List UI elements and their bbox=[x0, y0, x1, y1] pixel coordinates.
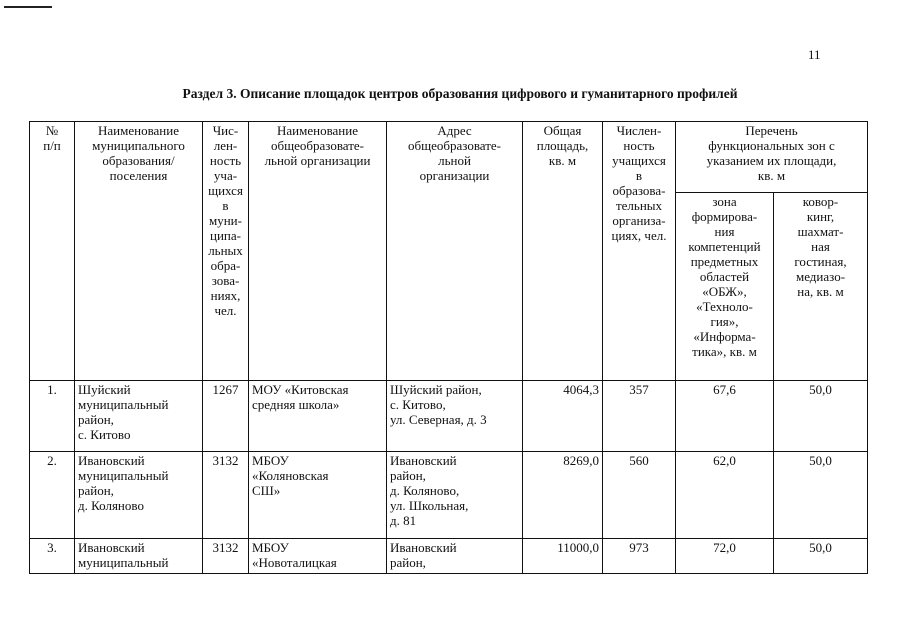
cell-students-municipal: 3132 bbox=[203, 539, 249, 574]
cell-zone-competencies: 67,6 bbox=[676, 381, 774, 452]
cell-municipality: Ивановский муниципальный район, д. Коляново bbox=[75, 452, 203, 539]
cell-num: 3. bbox=[30, 539, 75, 574]
cell-address: Шуйский район, с. Китово, ул. Северная, д. 3 bbox=[387, 381, 523, 452]
table-row bbox=[30, 539, 868, 574]
table-header-row bbox=[30, 122, 868, 193]
cell-num: 2. bbox=[30, 452, 75, 539]
header-zone-coworking: ковор- кинг, шахмат- ная гостиная, медиазо- на, кв. м bbox=[774, 193, 868, 381]
header-municipality: Наименование муниципального образования/ поселения bbox=[75, 122, 203, 381]
cell-org-name: МОУ «Китовская средняя школа» bbox=[249, 381, 387, 452]
cell-zone-coworking: 50,0 bbox=[774, 381, 868, 452]
header-area: Общая площадь, кв. м bbox=[523, 122, 603, 381]
cell-students-org: 357 bbox=[603, 381, 676, 452]
table-row bbox=[30, 381, 868, 452]
cell-students-municipal: 3132 bbox=[203, 452, 249, 539]
cell-students-municipal: 1267 bbox=[203, 381, 249, 452]
cell-address: Ивановский район, д. Коляново, ул. Школьная, д. 81 bbox=[387, 452, 523, 539]
cell-org-name: МБОУ «Новоталицкая bbox=[249, 539, 387, 574]
top-rule bbox=[4, 6, 52, 8]
cell-area: 11000,0 bbox=[523, 539, 603, 574]
cell-municipality: Ивановский муниципальный bbox=[75, 539, 203, 574]
cell-area: 8269,0 bbox=[523, 452, 603, 539]
cell-students-org: 973 bbox=[603, 539, 676, 574]
cell-org-name: МБОУ «Коляновская СШ» bbox=[249, 452, 387, 539]
page-number: 11 bbox=[808, 47, 821, 62]
section-title: Раздел 3. Описание площадок центров образования цифрового и гуманитарного профилей bbox=[182, 86, 738, 101]
table-row bbox=[30, 452, 868, 539]
cell-zone-competencies: 62,0 bbox=[676, 452, 774, 539]
cell-municipality: Шуйский муниципальный район, с. Китово bbox=[75, 381, 203, 452]
cell-address: Ивановский район, bbox=[387, 539, 523, 574]
cell-zone-coworking: 50,0 bbox=[774, 539, 868, 574]
cell-num: 1. bbox=[30, 381, 75, 452]
header-students-municipal: Чис- лен- ность уча- щихся в муни- ципа- льных обра- зова- ниях, чел. bbox=[203, 122, 249, 381]
cell-zone-coworking: 50,0 bbox=[774, 452, 868, 539]
header-students-org: Числен- ность учащихся в образова- тельных организа- циях, чел. bbox=[603, 122, 676, 381]
cell-area: 4064,3 bbox=[523, 381, 603, 452]
cell-students-org: 560 bbox=[603, 452, 676, 539]
sites-table bbox=[29, 121, 868, 574]
header-zone-competencies: зона формирова- ния компетенций предметных областей «ОБЖ», «Техноло- гия», «Информа- тика», кв. м bbox=[676, 193, 774, 381]
header-num: № п/п bbox=[30, 122, 75, 381]
header-zones: Перечень функциональных зон с указанием их площади, кв. м bbox=[676, 122, 868, 193]
cell-zone-competencies: 72,0 bbox=[676, 539, 774, 574]
header-org-name: Наименование общеобразовате- льной организации bbox=[249, 122, 387, 381]
header-address: Адрес общеобразовате- льной организации bbox=[387, 122, 523, 381]
